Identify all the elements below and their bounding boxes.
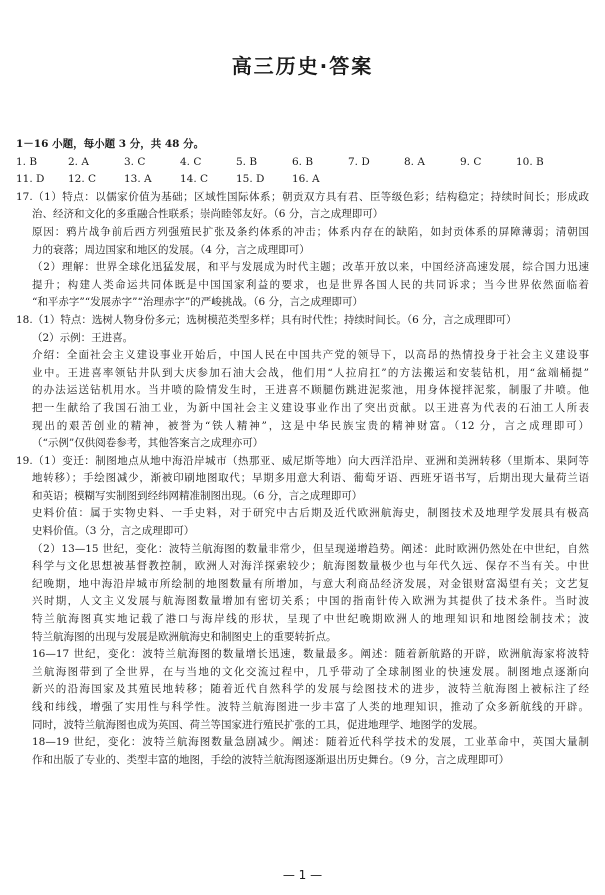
q18-line: 现出的艰苦创业的精神，被誉为“铁人精神”，这是中华民族宝贵的精神财富。（12 分，言之成理即可） (32, 419, 589, 432)
q18-line: （2）示例：王进喜。 (32, 331, 134, 344)
q19-line: 19.（1）变迁：制图地点从地中海沿岸城市（热那亚、威尼斯等地）向大西洋沿岸、亚洲和美洲转移（里斯本、果阿等 (16, 454, 589, 467)
mc-answer: 8. A (404, 155, 425, 168)
q19-line: 新兴的沿海国家及其殖民地转移；随着近代自然科学的发展与绘图技术的进步，波特兰航海图上被标注了经 (32, 683, 589, 696)
page-number: — 1 — (282, 868, 323, 882)
q17-line: 原因：鸦片战争前后西方列强殖民扩张及条约体系的冲击；体系内存在的缺陷，如封贡体系的屏障薄弱；清朝国 (32, 225, 589, 238)
q19-line: 兴时期，人文主义发展与航海图数量增加有密切关系；中国的指南针传入欧洲为其提供了技术条件。当时波 (32, 595, 589, 608)
mc-answer: 14. C (180, 173, 209, 186)
q19-line: （2）13—15 世纪，变化：波特兰航海图的数量非常少，但呈现递增趋势。阐述：此时欧洲仍然处在中世纪，自然 (32, 542, 589, 555)
mc-answer: 13. A (124, 173, 152, 186)
q19-line: 史料价值。（3 分，言之成理即可） (32, 525, 195, 538)
q17-line: （2）理解：世界全球化迅猛发展，和平与发展成为时代主题；改革开放以来，中国经济高速发展，综合国力迅速 (32, 261, 589, 274)
mc-answer: 4. C (180, 155, 202, 168)
q19-line: 纪晚期，地中海沿岸城市所绘制的地图数量有所增加，与意大利商品经济发展，对金银财富渴望有关；文艺复 (32, 577, 589, 590)
q18-line: 业中。王进喜率领钻井队到大庆参加石油大会战，他们用“人拉肩扛”的方法搬运和安装钻机，用“盆端桶提” (32, 366, 589, 379)
mc-answer: 7. D (348, 155, 370, 168)
mc-answer: 10. B (516, 155, 544, 168)
q18-line: 介绍：全面社会主义建设事业开始后，中国人民在中国共产党的领导下，以高昂的热情投身于社会主义建设事 (32, 349, 589, 362)
q17-line: 力的衰落；周边国家和地区的发展。（4 分，言之成理即可） (32, 243, 310, 256)
q18-line: 的办法运送钻机用水。当井喷的险情发生时，王进喜不顾腿伤跳进泥浆池，用身体搅拌泥浆，制服了井喷。他 (32, 384, 589, 397)
q18-line: 把一生献给了我国石油工业，为新中国社会主义建设事业作出了突出贡献。以王进喜为代表的石油工人所表 (32, 401, 589, 414)
mc-answer: 11. D (16, 173, 45, 186)
mc-answer: 9. C (460, 155, 482, 168)
mc-answers-row-2 (16, 171, 589, 189)
mc-answer: 5. B (236, 155, 258, 168)
q18-line: 18.（1）特点：选树人物身份多元；选树模范类型多样；具有时代性；持续时间长。（6 分，言之成理即可） (16, 313, 517, 326)
mc-answer: 1. B (16, 155, 38, 168)
q19-line: 同时，波特兰航海图也成为英国、荷兰等国家进行殖民扩张的工具，促进地理学、地图学的发展。 (32, 718, 484, 731)
q19-line: 特兰航海图的出现与发展是欧洲航海史和制图史上的重要转折点。 (32, 630, 337, 643)
q18-line: （“示例”仅供阅卷参考，其他答案言之成理亦可） (32, 437, 264, 450)
mc-answer: 12. C (68, 173, 97, 186)
q17-line: “和平赤字”“发展赤字”“治理赤字”的严峻挑战。（6 分，言之成理即可） (32, 296, 363, 309)
mc-answers-row-1 (16, 154, 589, 172)
q19-line: 作和出版了专业的、类型丰富的地图，手绘的波特兰航海图逐渐退出历史舞台。（9 分，言之成理即可） (32, 753, 510, 766)
mc-answer: 6. B (292, 155, 314, 168)
q19-line: 史料价值：属于实物史料、一手史料，对于研究中古后期及近代欧洲航海史，制图技术及地理学发展具有极高 (32, 507, 589, 520)
q17-line: 17.（1）特点：以儒家价值为基础；区域性国际体系；朝贡双方具有君、臣等级色彩；结构稳定；持续时间长；形成政 (16, 190, 589, 203)
q19-line: 和英语；模糊写实制图到经纬网精准制图出现。（6 分，言之成理即可） (32, 489, 363, 502)
q17-line: 治、经济和文化的多重融合性联系；崇尚睦邻友好。（6 分，言之成理即可） (32, 208, 384, 221)
mc-answer: 15. D (236, 173, 265, 186)
q19-line: 科学与文化思想被基督教控制，欧洲人对海洋探索较少；航海图数量极少也与年代久远、保存不当有关。中世 (32, 560, 589, 573)
page-title: 高三历史·答案 (231, 54, 374, 78)
q19-line: 16—17 世纪，变化：波特兰航海图的数量增长迅速，数量最多。阐述：随着新航路的开辟，欧洲航海家将波特 (32, 648, 589, 661)
q19-line: 兰航海图带到了全世界，在与当地的文化交流过程中，几乎带动了全球制图业的快速发展。制图地点逐渐向 (32, 665, 589, 678)
answer-content (16, 136, 589, 769)
mc-answer: 16. A (292, 173, 320, 186)
q19-line: 18—19 世纪，变化：波特兰航海图数量急剧减少。阐述：随着近代科学技术的发展，工业革命中，英国大量制 (32, 736, 589, 749)
mc-answer: 2. A (68, 155, 89, 168)
q19-line: 特兰航海图真实地记载了港口与海岸线的形状，呈现了中世纪晚期欧洲人的地理知识和地图绘制技术；波 (32, 613, 589, 626)
q19-line: 地转移）；手绘图减少，渐被印刷地图取代；早期多用意大利语、葡萄牙语、西班牙语书写，后期出现大量荷兰语 (32, 472, 589, 485)
q17-line: 提升；构建人类命运共同体既是中国国家利益的要求，也是世界各国人民的共同诉求；当今世界依然面临着 (32, 278, 589, 291)
q19-line: 线和纬线，增强了实用性与科学性。波特兰航海图进一步丰富了人类的地理知识，推动了众多新航线的开辟。 (32, 701, 589, 713)
mc-summary: 1－16 小题，每小题 3 分，共 48 分。 (16, 138, 205, 150)
mc-answer: 3. C (124, 155, 146, 168)
